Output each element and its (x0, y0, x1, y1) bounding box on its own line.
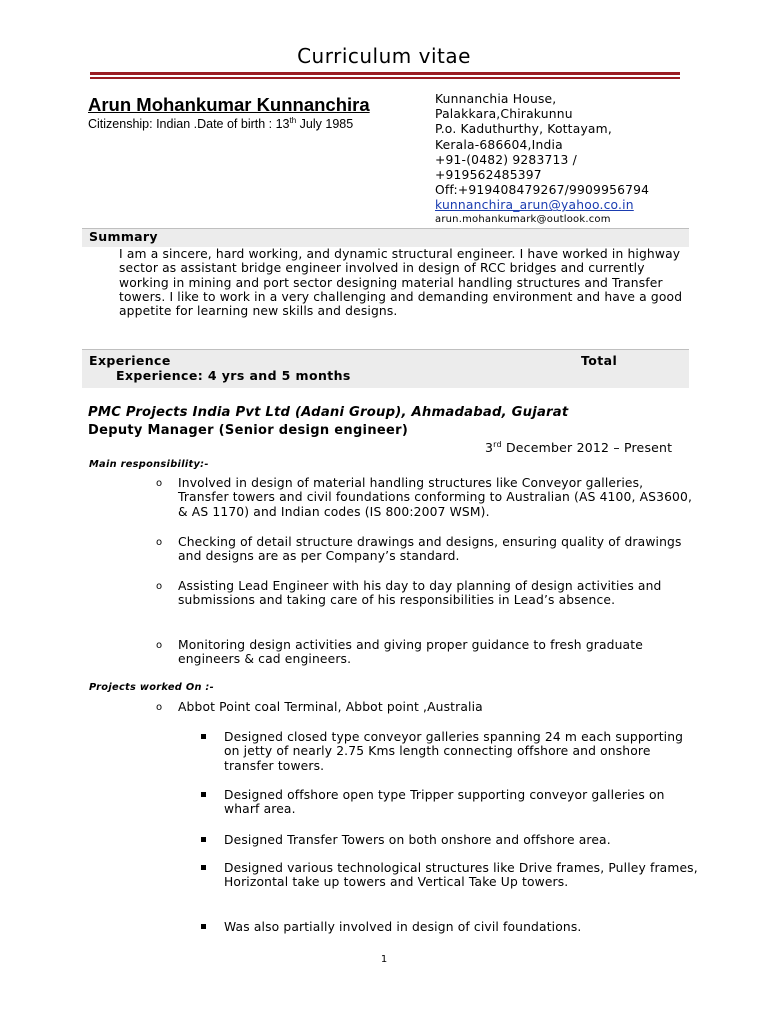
project-task-text: Designed various technological structures like Drive frames, Pulley frames, Horizontal take up towers and Vertical Take Up towers. (224, 861, 698, 890)
header-rule-thick (90, 72, 680, 75)
square-bullet-icon (201, 730, 224, 773)
square-bullet-icon (201, 833, 224, 847)
experience-duration: Experience: 4 yrs and 5 months (116, 368, 351, 383)
phone-line: +919562485397 (435, 168, 542, 183)
circle-bullet-icon: o (156, 702, 163, 713)
secondary-email: arun.mohankumark@outlook.com (435, 213, 611, 225)
citizenship-line (88, 116, 353, 131)
document-title: Curriculum vitae (297, 44, 471, 68)
citizenship-suffix: July 1985 (296, 117, 354, 132)
address-line: P.o. Kaduthurthy, Kottayam, (435, 122, 612, 137)
job-date-day: 3 (485, 440, 494, 456)
summary-band (82, 228, 689, 247)
summary-heading: Summary (89, 229, 158, 244)
job-date-suffix: rd (493, 440, 502, 449)
circle-bullet-icon: o (156, 478, 163, 489)
company-name: PMC Projects India Pvt Ltd (Adani Group), Ahmadabad, Gujarat (88, 405, 569, 420)
summary-text: I am a sincere, hard working, and dynamic structural engineer. I have worked in highway sector as assistant bridge engineer involved in design of RCC bridges and currently working in mining and port sector designing material handling structures and Transfer towers. I like to work in a very challenging and demanding environment and have a good appetite for learning new skills and designs. (119, 247, 683, 319)
list-item (156, 476, 696, 519)
citizenship-prefix: Citizenship: Indian .Date of birth : 13 (88, 117, 290, 132)
responsibility-text: Involved in design of material handling structures like Conveyor galleries, Transfer towers and civil foundations conforming to Australian (AS 4100, AS3600, & AS 1170) and Indian codes (IS 800:2007 WSM). (178, 476, 693, 519)
list-item (156, 638, 696, 667)
list-item (156, 700, 696, 715)
experience-total-label: Total (581, 353, 618, 368)
experience-heading: Experience (89, 353, 171, 368)
project-name: Abbot Point coal Terminal, Abbot point ,Australia (178, 700, 483, 714)
circle-bullet-icon: o (156, 537, 163, 548)
project-task-text: Designed offshore open type Tripper supporting conveyor galleries on wharf area. (224, 788, 665, 817)
responsibility-text: Checking of detail structure drawings and designs, ensuring quality of drawings and designs are as per Company’s standard. (178, 535, 682, 564)
circle-bullet-icon: o (156, 640, 163, 651)
page-number: 1 (380, 954, 388, 965)
list-item (201, 788, 701, 817)
project-task-text: Was also partially involved in design of civil foundations. (224, 920, 582, 934)
project-task-text: Designed closed type conveyor galleries spanning 24 m each supporting on jetty of nearly 2.75 Kms length connecting offshore and onshore transfer towers. (224, 730, 684, 773)
projects-heading: Projects worked On :- (89, 682, 215, 693)
list-item (201, 833, 701, 847)
phone-line: +91-(0482) 9283713 / (435, 152, 578, 167)
list-item (201, 861, 701, 890)
address-block (435, 92, 649, 226)
birth-day-suffix: th (289, 116, 297, 125)
list-item (156, 579, 696, 608)
header-rule-thin (90, 77, 680, 79)
responsibilities-heading: Main responsibility:- (89, 459, 209, 470)
responsibility-text: Monitoring design activities and giving proper guidance to fresh graduate engineers & cad engineers. (178, 638, 643, 667)
list-item (156, 535, 696, 564)
circle-bullet-icon: o (156, 581, 163, 592)
office-phone-line: Off:+919408479267/9909956794 (435, 183, 650, 198)
list-item (201, 730, 701, 773)
project-task-text: Designed Transfer Towers on both onshore and offshore area. (224, 833, 611, 847)
responsibility-text: Assisting Lead Engineer with his day to day planning of design activities and submissions and taking care of his responsibilities in Lead’s absence. (178, 579, 662, 608)
address-line: Kunnanchia House, (435, 92, 557, 106)
candidate-name: Arun Mohankumar Kunnanchira (88, 94, 370, 115)
job-dates (485, 440, 672, 455)
email-link[interactable]: kunnanchira_arun@yahoo.co.in (435, 198, 634, 213)
list-item (201, 920, 701, 934)
square-bullet-icon (201, 788, 224, 817)
address-line: Kerala-686604,India (435, 137, 563, 152)
job-date-rest: December 2012 – Present (501, 440, 673, 456)
square-bullet-icon (201, 920, 224, 934)
address-line: Palakkara,Chirakunnu (435, 107, 573, 122)
job-role: Deputy Manager (Senior design engineer) (88, 423, 409, 438)
square-bullet-icon (201, 861, 224, 890)
